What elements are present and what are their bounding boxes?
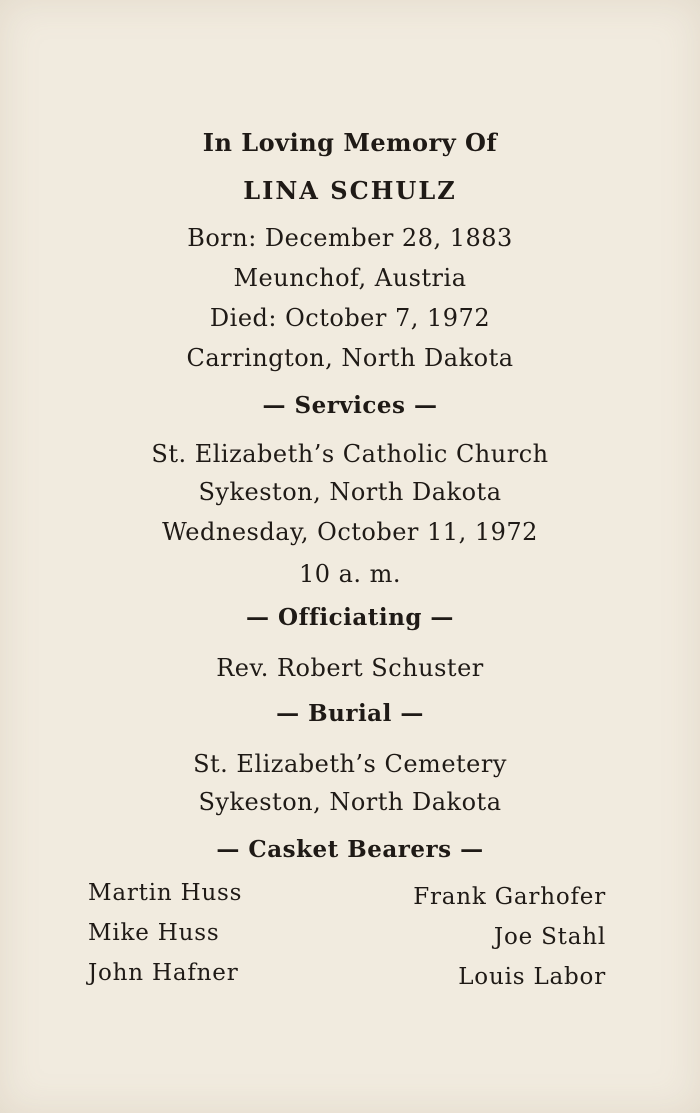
officiant-name: Rev. Robert Schuster	[216, 654, 484, 682]
service-time: 10 a. m.	[298, 560, 402, 588]
bearer-name: Joe Stahl	[493, 924, 606, 950]
services-heading: — Services —	[262, 392, 438, 419]
deceased-name: LINA SCHULZ	[243, 176, 457, 205]
memorial-heading: In Loving Memory Of	[202, 128, 498, 157]
bearer-name: Martin Huss	[88, 880, 243, 906]
burial-heading: — Burial —	[276, 700, 424, 727]
bearer-name: Mike Huss	[88, 920, 220, 946]
service-date: Wednesday, October 11, 1972	[162, 518, 538, 546]
death-date: Died: October 7, 1972	[209, 304, 491, 332]
casket-bearers-heading: — Casket Bearers —	[216, 836, 484, 863]
church-location: Sykeston, North Dakota	[198, 478, 502, 506]
death-place: Carrington, North Dakota	[186, 344, 514, 372]
bearer-name: John Hafner	[88, 960, 239, 986]
birth-date: Born: December 28, 1883	[187, 224, 513, 252]
cemetery-location: Sykeston, North Dakota	[198, 788, 502, 816]
bearer-name: Frank Garhofer	[413, 884, 606, 910]
casket-bearers-list	[88, 880, 606, 1010]
officiating-heading: — Officiating —	[246, 604, 454, 631]
church-name: St. Elizabeth’s Catholic Church	[151, 440, 549, 468]
bearer-name: Louis Labor	[458, 964, 606, 990]
cemetery-name: St. Elizabeth’s Cemetery	[193, 750, 507, 778]
birth-place: Meunchof, Austria	[233, 264, 467, 292]
